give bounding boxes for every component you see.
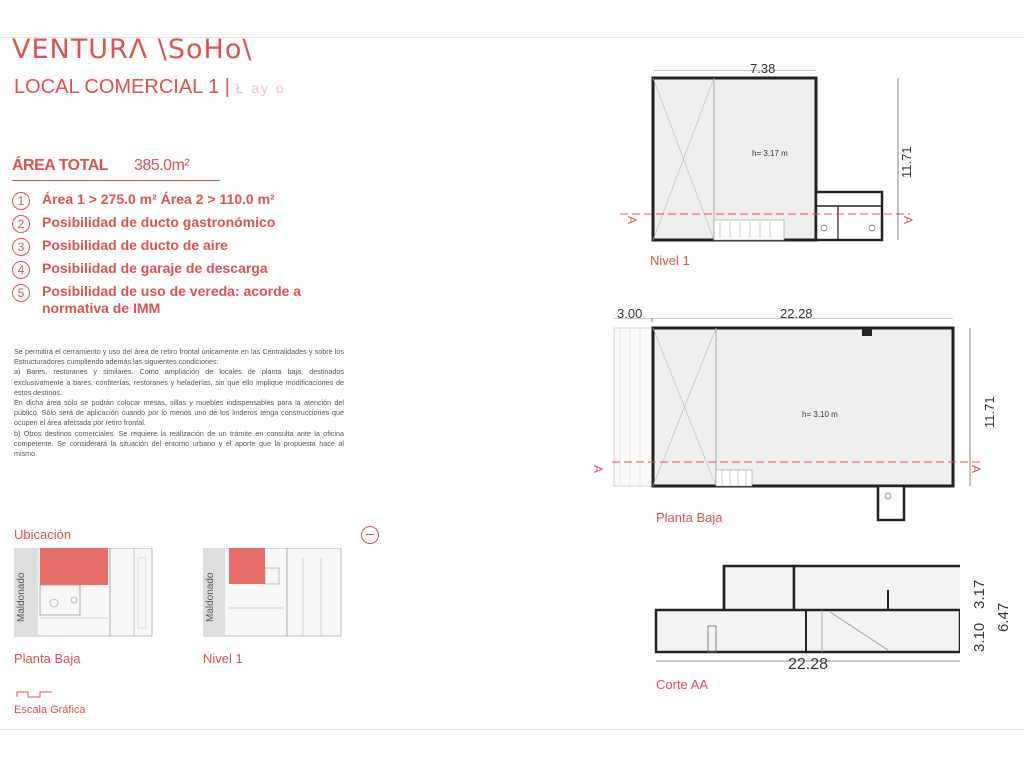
dim-corte-h2: 3.17 [971,579,988,609]
height-note-planta-baja: h= 3.10 m [802,410,838,419]
feature-item [12,283,342,317]
feature-list [12,191,342,321]
feature-number: 2 [12,215,30,233]
dim-front-width: 3.00 [617,306,643,321]
subtitle-text: LOCAL COMERCIAL 1 | [14,76,236,98]
regulation-paragraph [14,347,344,459]
subtitle-faded: Ł ay o [235,80,286,96]
location-title: Ubicación [14,527,72,542]
map-label-planta-baja: Planta Baja [14,651,81,666]
area-total-value: 385.0m² [134,157,190,174]
plan-label-planta-baja: Planta Baja [656,510,723,525]
feature-text: Posibilidad de ducto de aire [42,237,228,253]
plan-planta-baja [610,318,990,528]
bottom-divider [0,729,1024,730]
feature-item [12,191,342,210]
feature-item [12,260,342,279]
page-title [14,76,286,99]
area-total-label: ÁREA TOTAL [12,157,109,174]
area-total [12,157,189,175]
dim-corte-width: 22.28 [788,656,829,673]
section-marker-icon: A [901,215,916,225]
area-underline [12,180,220,181]
feature-number: 4 [12,261,30,279]
feature-number: 5 [12,284,30,302]
scale-bar-icon [16,690,56,698]
street-label: Maldonado [16,572,27,622]
feature-text: Posibilidad de ducto gastronómico [42,214,276,230]
dim-nivel1-depth: 11.71 [899,146,914,178]
location-map-planta-baja [14,548,154,638]
paragraph-line: Se permitirá el cerramiento y uso del área de retiro frontal únicamente en las Centralidades y sobre los Estructuradores cumpliendo además las siguientes condiciones: [14,347,344,367]
feature-number: 3 [12,238,30,256]
height-note-nivel1: h= 3.17 m [752,149,788,158]
section-marker-icon: A [625,215,640,225]
dim-nivel1-width: 7.38 [750,61,776,76]
feature-text: Posibilidad de garaje de descarga [42,260,268,276]
dim-planta-baja-width: 22.28 [780,306,813,321]
section-marker-icon: A [591,464,606,474]
plan-label-corte-aa: Corte AA [656,677,709,692]
dim-corte-h1: 3.10 [971,622,988,652]
feature-number: 1 [12,192,30,210]
north-compass-icon [361,526,379,544]
paragraph-line: a) Bares, restoranes y similares. Como ampliación de locales de planta baja, destinados exclusivamente a bares, confiterías, restoranes y heladerías, sin que ello implique modificaciones de estos destinos. [14,367,344,397]
plan-nivel-1 [610,70,930,250]
dim-planta-baja-depth: 11.71 [982,396,997,428]
feature-text: Posibilidad de uso de vereda: acorde a normativa de IMM [42,283,302,316]
feature-item [12,214,342,233]
street-label: Maldonado [205,572,216,622]
paragraph-line: b) Otros destinos comerciales. Se requiere la realización de un trámite en consulta ante la oficina competente. Se considerará la situación del entorno urbano y el aporte que la propuesta hace al mismo. [14,428,344,459]
paragraph-line: En dicha área sólo se podrán colocar mesas, sillas y muebles indispensables para la atención del público. Sólo será de aplicación cuando por lo menos uno de los linderos tenga construcciones que ocupen el área afectada por retiro frontal. [14,398,344,428]
map-label-nivel-1: Nivel 1 [203,651,243,666]
feature-item [12,237,342,256]
dim-corte-total: 6.47 [995,602,1012,632]
section-marker-icon: A [969,464,984,474]
feature-text: Área 1 > 275.0 m² Área 2 > 110.0 m² [42,191,275,207]
brand-logo: VENTURΛ \SoHo\ [12,34,253,65]
location-map-nivel-1 [203,548,343,638]
plan-label-nivel-1: Nivel 1 [650,253,690,268]
scale-label: Escala Gráfica [14,704,86,716]
